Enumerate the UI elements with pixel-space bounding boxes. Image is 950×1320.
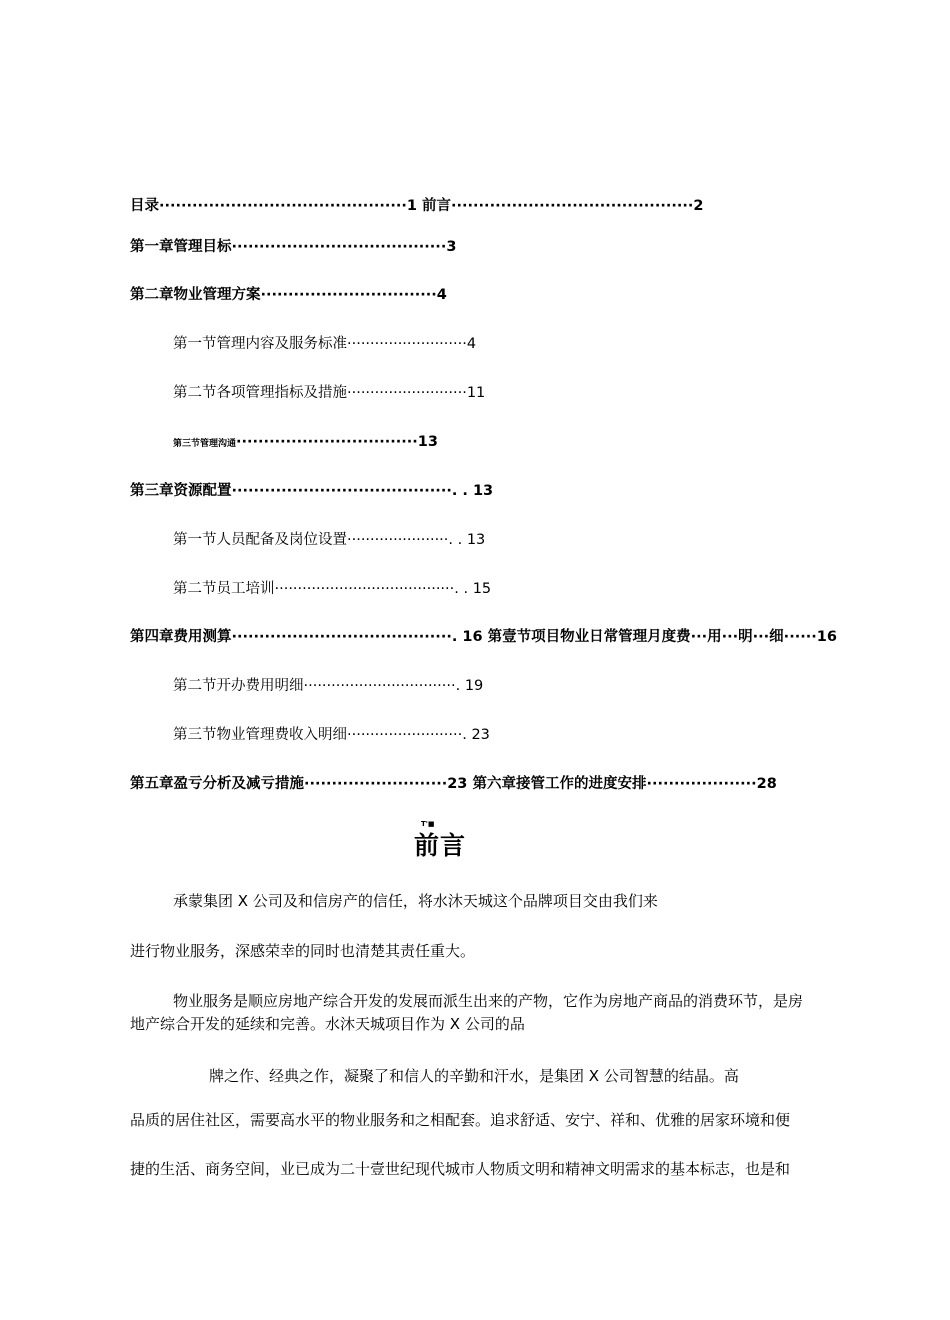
- toc-entry-section: 第二节开办费用明细·································. 19: [173, 678, 484, 694]
- toc-entry-contents: 目录·············································1 前言············································2: [130, 198, 704, 214]
- toc-entry-chapter-3: 第三章资源配置········································. . 13: [130, 483, 494, 499]
- toc-entry-section: 第三节物业管理费收入明细·························. 23: [173, 727, 490, 743]
- toc-entry-section-small-label: 第三节管理沟通: [173, 439, 237, 449]
- toc-entry-section: 第二节各项管理指标及措施··························11: [173, 385, 486, 401]
- toc-entry-chapter-4: 第四章费用测算········································. 16 第壹节项目物业日常管理月度费···用···明···细······16: [130, 629, 837, 645]
- preface-paragraph-line: 进行物业服务，深感荣幸的同时也清楚其责任重大。: [130, 942, 476, 960]
- preface-title: 前言: [414, 831, 467, 860]
- toc-entry-section: 第一节管理内容及服务标准··························4: [173, 336, 477, 352]
- preface-paragraph-line: 牌之作、经典之作，凝聚了和信人的辛勤和汗水，是集团 X 公司智慧的结晶。高: [209, 1067, 739, 1085]
- preface-paragraph-line: 捷的生活、商务空间，业已成为二十壹世纪现代城市人物质文明和精神文明需求的基本标志，也是和: [130, 1160, 791, 1178]
- toc-entry-chapter-5-6: 第五章盈亏分析及减亏措施··························23 第六章接管工作的进度安排····················28: [130, 776, 777, 792]
- preface-paragraph-line: 承蒙集团 X 公司及和信房产的信任，将水沐天城这个品牌项目交由我们来: [173, 892, 658, 910]
- toc-entry-chapter-1: 第一章管理目标·······································3: [130, 239, 457, 255]
- toc-entry-section: 第二节员工培训·······································. . 15: [173, 581, 492, 597]
- toc-entry-section: 第一节人员配备及岗位设置······················. . 13: [173, 532, 486, 548]
- preface-paragraph-line: 地产综合开发的延续和完善。水沐天城项目作为 X 公司的品: [130, 1015, 525, 1033]
- preface-paragraph-line: 物业服务是顺应房地产综合开发的发展而派生出来的产物，它作为房地产商品的消费环节，是房: [173, 992, 804, 1010]
- title-mark: T'■: [421, 820, 435, 828]
- toc-entry-chapter-2: 第二章物业管理方案································4: [130, 287, 447, 303]
- toc-entry-section-leader: ·································13: [236, 434, 438, 450]
- preface-paragraph-line: 品质的居住社区，需要高水平的物业服务和之相配套。追求舒适、安宁、祥和、优雅的居家环境和便: [130, 1111, 791, 1129]
- toc-entry-section: [173, 432, 438, 454]
